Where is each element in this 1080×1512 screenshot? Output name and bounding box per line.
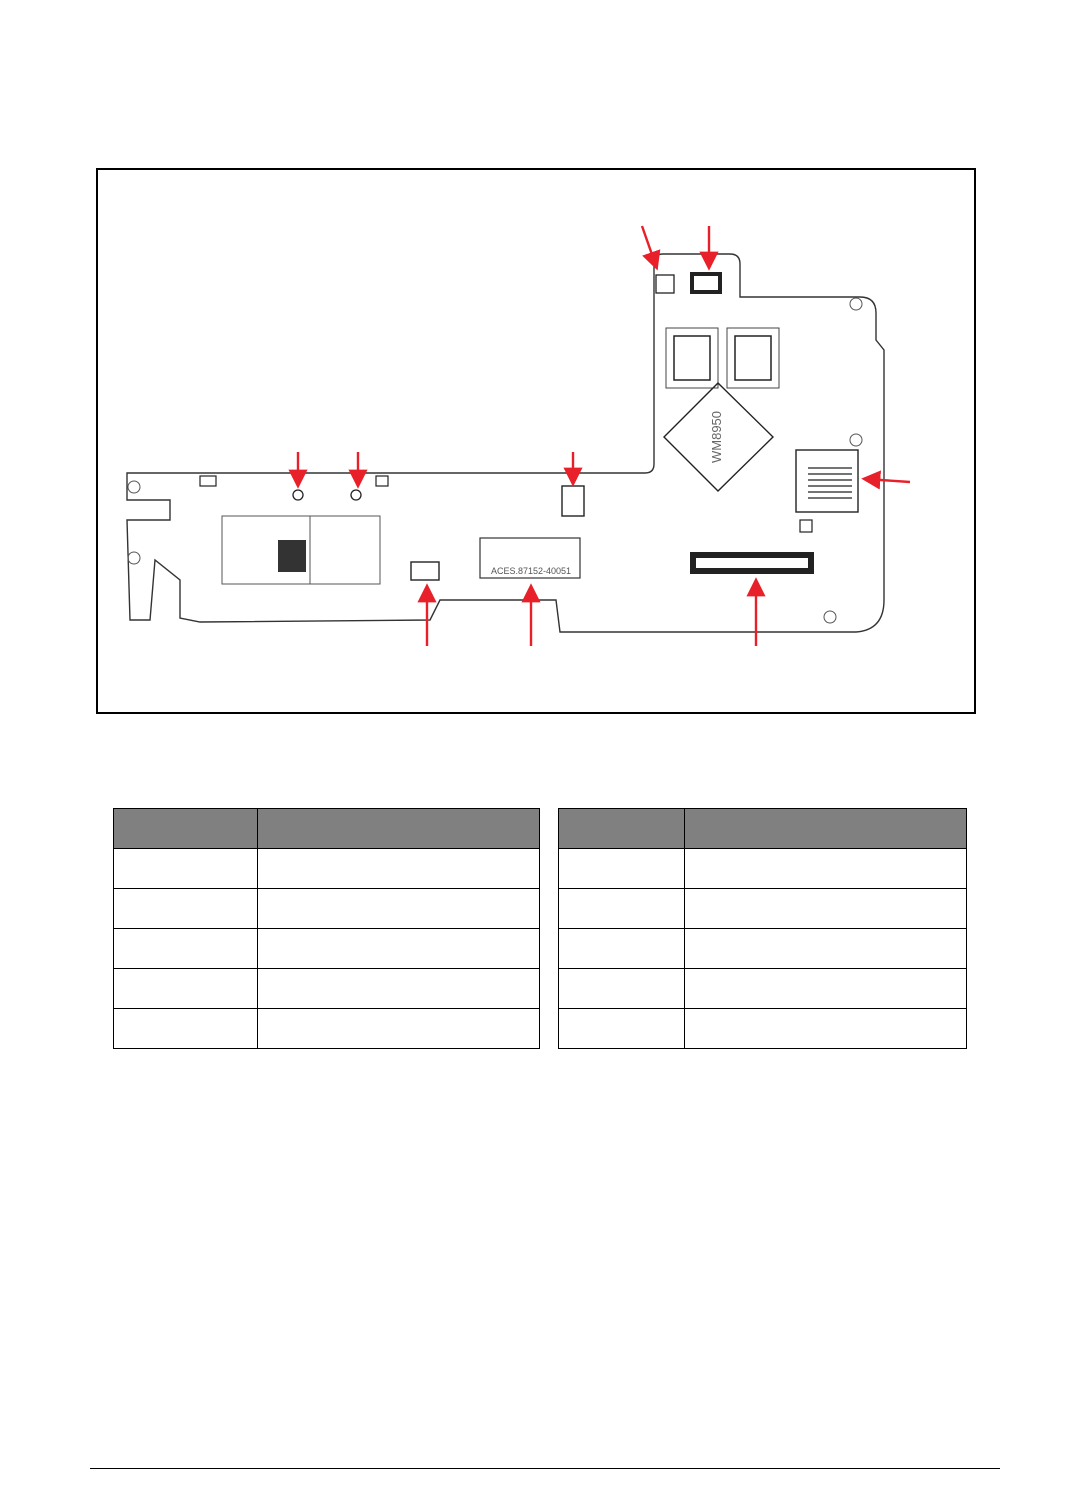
table-cell: [258, 889, 540, 929]
table-cell: [114, 849, 258, 889]
table-cell: [559, 969, 685, 1009]
speaker-connector: [411, 562, 439, 580]
table-row: [114, 1009, 540, 1049]
screw-hole-1: [850, 298, 862, 310]
table-row: [559, 929, 967, 969]
table-cell: [559, 929, 685, 969]
table-cell: [559, 889, 685, 929]
footer-divider: [90, 1468, 1000, 1469]
table-row: [559, 849, 967, 889]
table-header-cell: [258, 809, 540, 849]
table-cell: [559, 849, 685, 889]
table-header-cell: [559, 809, 685, 849]
mic-connector-1: [293, 490, 303, 500]
keyboard-connector-label: ACES.87152-40051: [490, 566, 572, 576]
table-cell: [114, 889, 258, 929]
screw-hole-5: [128, 552, 140, 564]
table-cell: [258, 929, 540, 969]
table-cell: [685, 849, 967, 889]
table-row: [114, 889, 540, 929]
soc-chip-label: WM8950: [709, 410, 724, 464]
table-header-cell: [114, 809, 258, 849]
table-row: [559, 1009, 967, 1049]
callout-arrows: [298, 226, 910, 646]
connector-table-left: [113, 808, 540, 1049]
screw-hole-3: [824, 611, 836, 623]
table-row: [559, 889, 967, 929]
table-row: [114, 849, 540, 889]
table-cell: [114, 969, 258, 1009]
callout-card-reader: [866, 479, 910, 482]
table-cell: [258, 1009, 540, 1049]
table-row: [114, 969, 540, 1009]
table-header-cell: [685, 809, 967, 849]
screw-hole-2: [850, 434, 862, 446]
callout-dc-in: [642, 226, 656, 266]
card-reader-slot: [796, 450, 858, 512]
table-row: [559, 969, 967, 1009]
table-cell: [559, 1009, 685, 1049]
screw-hole-4: [128, 481, 140, 493]
dc-in-connector: [656, 275, 674, 293]
table-cell: [114, 929, 258, 969]
table-cell: [114, 1009, 258, 1049]
table-cell: [685, 929, 967, 969]
mic-connector-2: [351, 490, 361, 500]
table-cell: [685, 889, 967, 929]
table-row: [114, 929, 540, 969]
connector-table-right: [558, 808, 967, 1049]
table-cell: [685, 969, 967, 1009]
table-cell: [258, 969, 540, 1009]
table-cell: [685, 1009, 967, 1049]
battery-connector: [562, 486, 584, 516]
table-cell: [258, 849, 540, 889]
